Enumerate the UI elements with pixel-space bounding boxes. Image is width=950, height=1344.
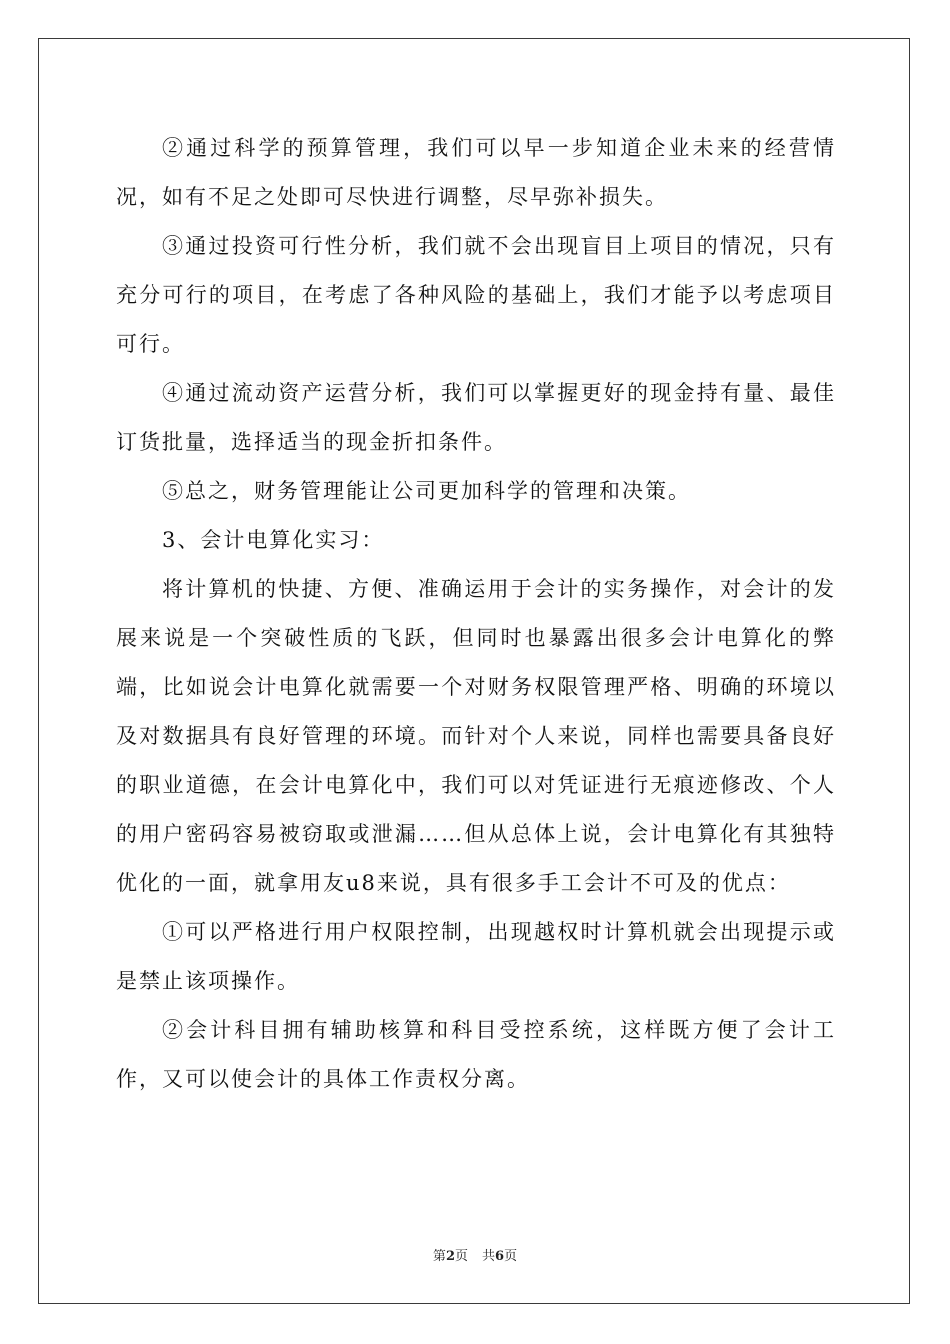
page-suffix: 页 <box>454 1249 468 1264</box>
total-pages: 6 <box>495 1249 505 1264</box>
total-suffix: 页 <box>504 1249 518 1264</box>
document-body <box>116 124 836 1104</box>
paragraph-budget-management: ②通过科学的预算管理，我们可以早一步知道企业未来的经营情况，如有不足之处即可尽快进行调整，尽早弥补损失。 <box>116 136 836 209</box>
paragraph-current-assets: ④通过流动资产运营分析，我们可以掌握更好的现金持有量、最佳订货批量，选择适当的现金折扣条件。 <box>116 381 836 454</box>
paragraph-auxiliary-accounting: ②会计科目拥有辅助核算和科目受控系统，这样既方便了会计工作，又可以使会计的具体工作责权分离。 <box>116 1018 836 1091</box>
section-heading-computerized-accounting: 3、会计电算化实习： <box>162 528 385 552</box>
paragraph-summary: ⑤总之，财务管理能让公司更加科学的管理和决策。 <box>162 479 691 503</box>
paragraph-investment-feasibility: ③通过投资可行性分析，我们就不会出现盲目上项目的情况，只有充分可行的项目，在考虑了各种风险的基础上，我们才能予以考虑项目可行。 <box>116 234 836 356</box>
total-prefix: 共 <box>482 1249 496 1264</box>
paragraph-computerized-accounting: 将计算机的快捷、方便、准确运用于会计的实务操作，对会计的发展来说是一个突破性质的飞跃，但同时也暴露出很多会计电算化的弊端，比如说会计电算化就需要一个对财务权限管理严格、明确的环境以及对数据具有良好管理的环境。而针对个人来说，同样也需要具备良好的职业道德，在会计电算化中，我们可以对凭证进行无痕迹修改、个人的用户密码容易被窃取或泄漏……但从总体上说，会计电算化有其独特优化的一面，就拿用友u8来说，具有很多手工会计不可及的优点： <box>116 577 836 895</box>
page-number: 2 <box>445 1249 455 1264</box>
page-footer <box>0 1248 950 1266</box>
page-prefix: 第 <box>432 1249 446 1264</box>
paragraph-permission-control: ①可以严格进行用户权限控制，出现越权时计算机就会出现提示或是禁止该项操作。 <box>116 920 836 993</box>
